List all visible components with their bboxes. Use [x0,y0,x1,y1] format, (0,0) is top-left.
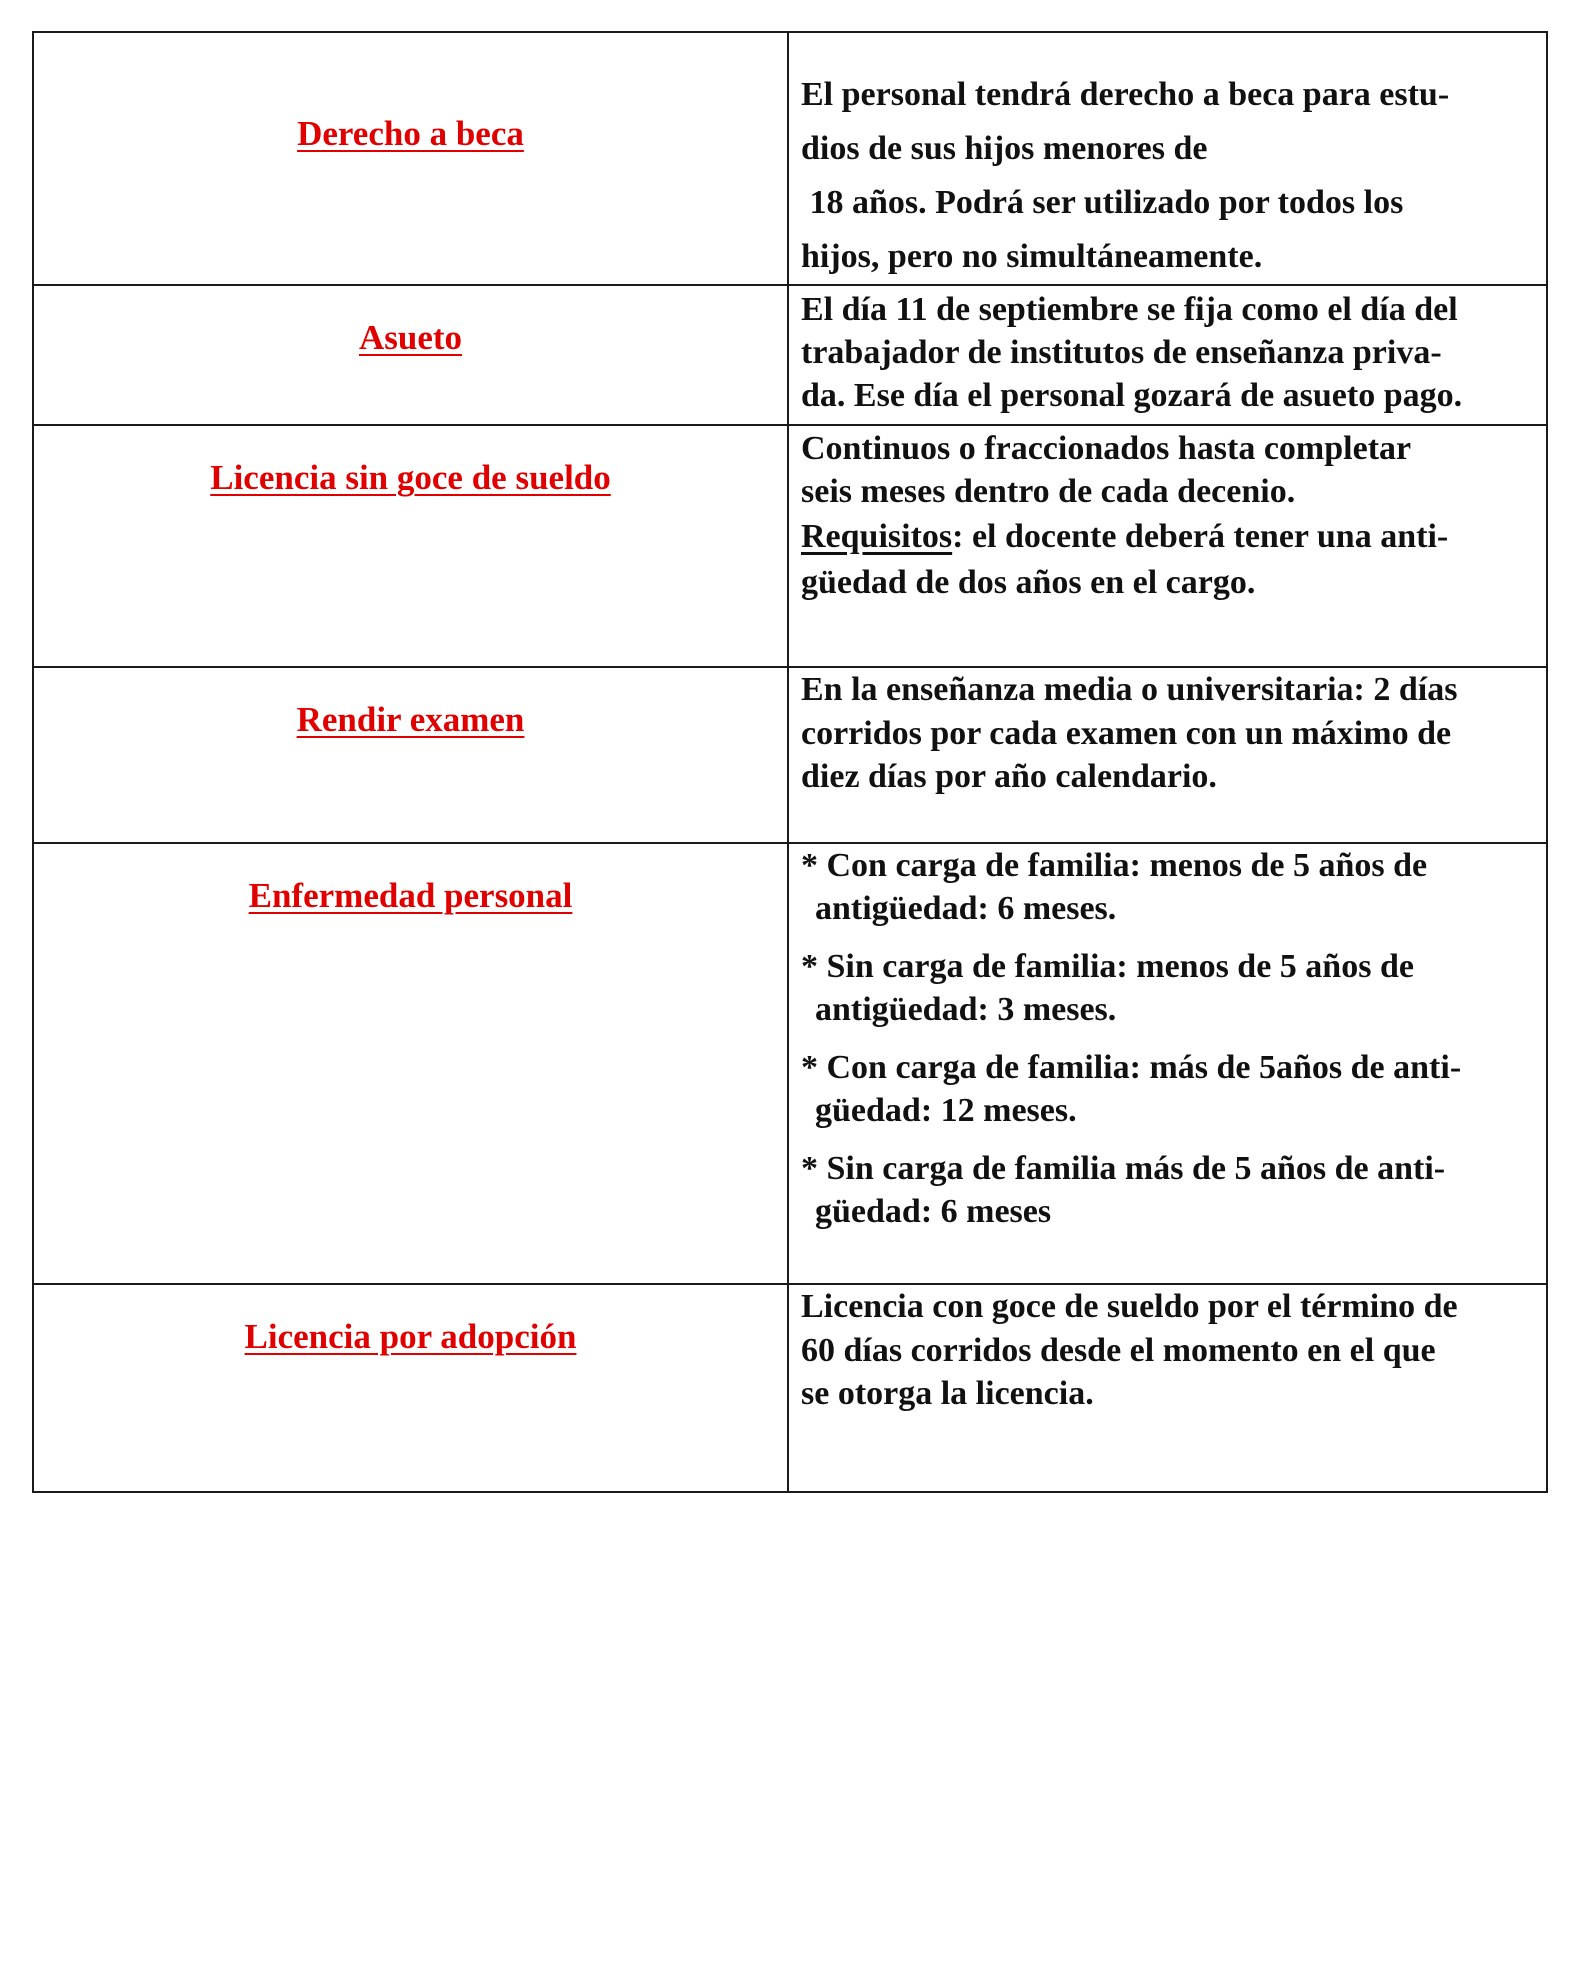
text-line: se otorga la licencia. [801,1375,1094,1412]
text-line: trabajador de institutos de enseñanza priva- [801,334,1442,371]
term-enfermedad-personal: Enfermedad personal [248,876,573,915]
description-cell [788,285,1547,425]
description-cell [788,667,1547,843]
description-cell [788,1284,1547,1492]
bullet-item [801,945,1534,1031]
term-cell [33,1284,788,1492]
requisitos-text: : el docente deberá tener una anti- [952,518,1449,555]
text-line: El día 11 de septiembre se fija como el día del [801,291,1458,328]
bullet-line: güedad: 12 meses. [815,1092,1077,1129]
description-cell [788,843,1547,1284]
benefits-table [32,31,1548,1493]
term-licencia-sin-goce: Licencia sin goce de sueldo [210,458,611,497]
text-line: Continuos o fraccionados hasta completar [801,430,1412,467]
requisitos-line [801,512,1534,562]
table-row [33,843,1547,1284]
bullet-item [801,1147,1534,1233]
term-cell [33,285,788,425]
text-line: corridos por cada examen con un máximo de [801,715,1452,752]
text-line: 18 años. Podrá ser utilizado por todos los [801,184,1404,221]
term-cell [33,667,788,843]
term-cell [33,425,788,667]
table-row [33,32,1547,285]
table-row [33,1284,1547,1492]
text-line: En la enseñanza media o universitaria: 2 días [801,671,1458,708]
bullet-line: antigüedad: 6 meses. [815,890,1117,927]
bullet-line: * Con carga de familia: más de 5años de anti- [801,1049,1462,1086]
text-line: diez días por año calendario. [801,758,1217,795]
description-cell [788,425,1547,667]
table-row [33,425,1547,667]
bullet-line: * Sin carga de familia: menos de 5 años de [801,948,1414,985]
text-line: El personal tendrá derecho a beca para estu- [801,76,1450,113]
term-cell [33,32,788,285]
text-line: 60 días corridos desde el momento en el que [801,1332,1436,1369]
term-asueto: Asueto [358,318,463,357]
table-row [33,667,1547,843]
text-line: seis meses dentro de cada decenio. [801,473,1296,510]
bullet-item [801,844,1534,930]
term-licencia-por-adopcion: Licencia por adopción [244,1317,577,1356]
term-derecho-a-beca: Derecho a beca [297,114,524,153]
text-line: güedad de dos años en el cargo. [801,564,1256,601]
table-row [33,285,1547,425]
text-line: dios de sus hijos menores de [801,130,1208,167]
text-line: da. Ese día el personal gozará de asueto pago. [801,377,1463,414]
bullet-line: güedad: 6 meses [815,1193,1052,1230]
term-rendir-examen: Rendir examen [296,700,525,739]
description-cell [788,32,1547,285]
requisitos-label: Requisitos [801,518,953,555]
term-cell [33,843,788,1284]
bullet-line: * Sin carga de familia más de 5 años de anti- [801,1150,1446,1187]
text-line: Licencia con goce de sueldo por el término de [801,1288,1458,1325]
bullet-line: antigüedad: 3 meses. [815,991,1117,1028]
bullet-item [801,1046,1534,1132]
text-line: hijos, pero no simultáneamente. [801,238,1263,275]
bullet-line: * Con carga de familia: menos de 5 años de [801,847,1428,884]
